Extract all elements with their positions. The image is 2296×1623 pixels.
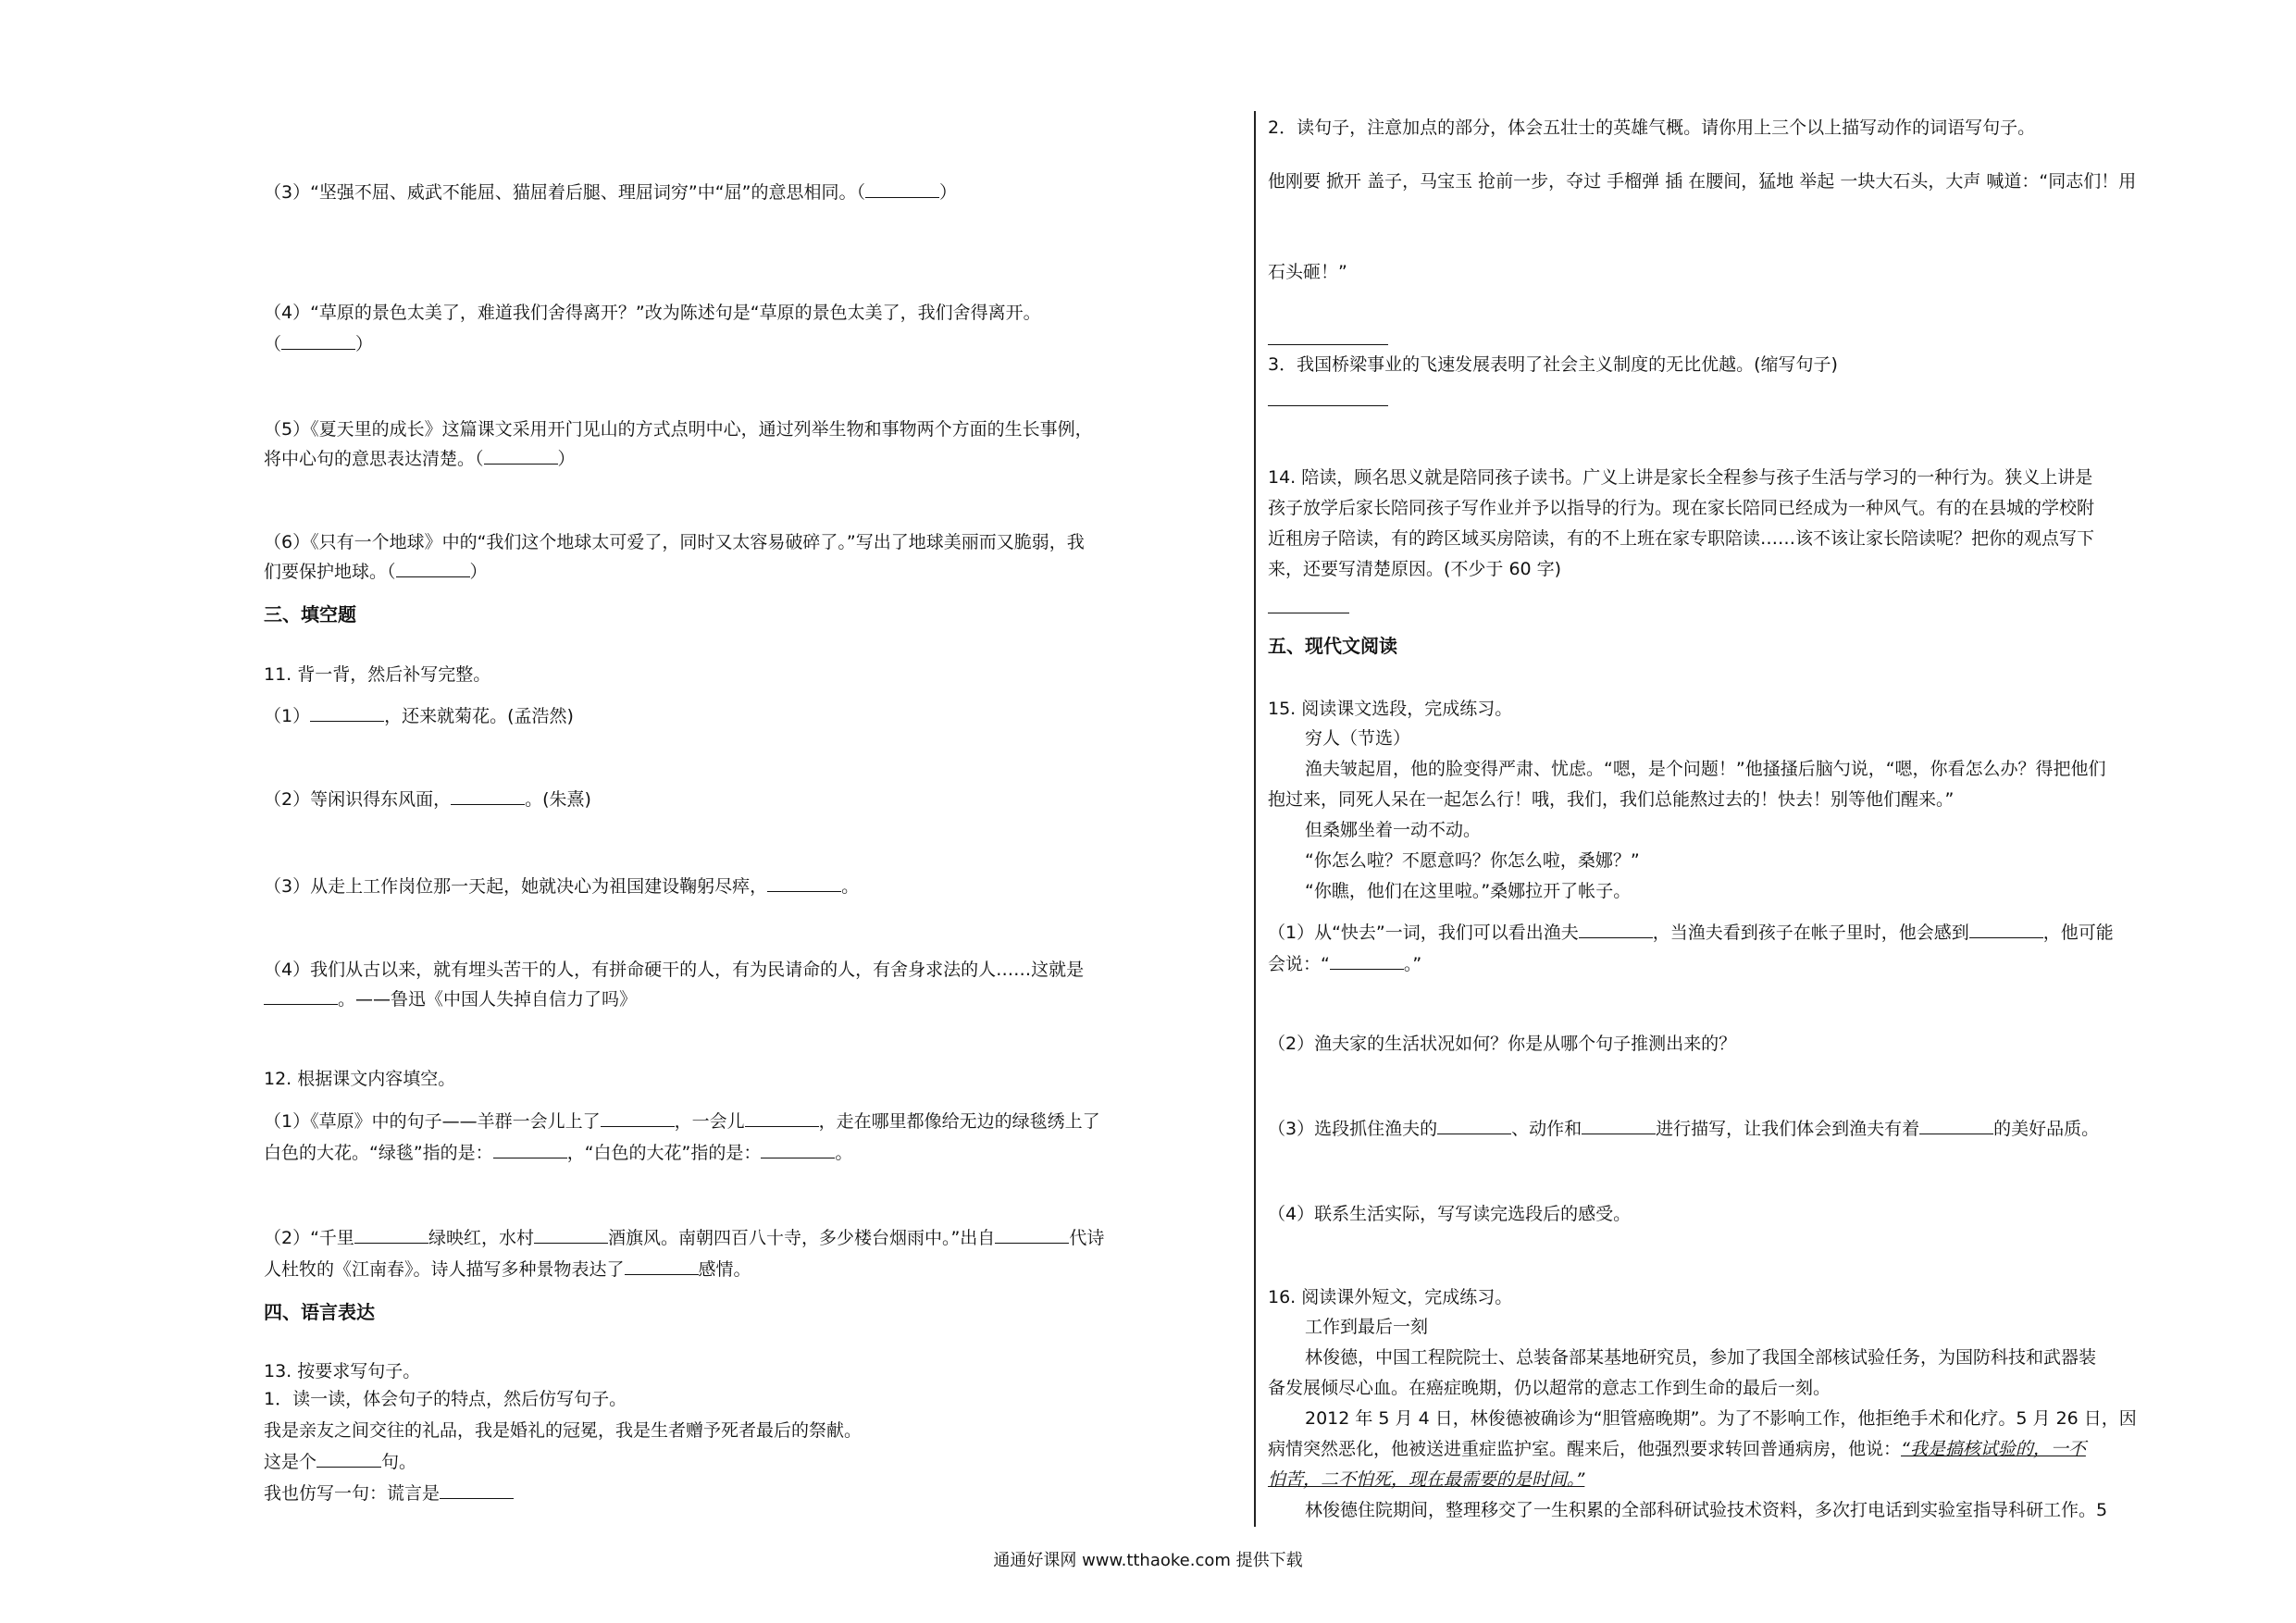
- question-14-line-4: 来，还要写清楚原因。(不少于 60 字): [1268, 559, 1562, 579]
- answer-blank[interactable]: [316, 1448, 381, 1468]
- answer-blank[interactable]: [1579, 919, 1653, 938]
- question-13-1-type: 这是个 句。: [264, 1447, 416, 1478]
- question-14-line-2: 孩子放学后家长陪同孩子写作业并予以指导的行为。现在家长陪同已经成为一种风气。有的在县城的学校附: [1268, 498, 2095, 518]
- question-10-6: （6）《只有一个地球》中的“我们这个地球太可爱了，同时又太容易破碎了。”写出了地球美丽而又脆弱，我: [264, 532, 1085, 552]
- question-10-5-answer: 将中心句的意思表达清楚。（ ）: [264, 444, 576, 475]
- article-paragraph-cont: 备发展倾尽心血。在癌症晚期，仍以超常的意志工作到生命的最后一刻。: [1268, 1378, 1831, 1398]
- answer-blank[interactable]: [1437, 1115, 1511, 1134]
- question-10-4: （4）“草原的景色太美了，难道我们舍得离开？”改为陈述句是“草原的景色太美了，我们舍得离开。: [264, 303, 1041, 323]
- article-paragraph-cont: [1268, 1465, 1584, 1495]
- question-15-4: （4）联系生活实际，写写读完选段后的感受。: [1268, 1204, 1632, 1224]
- passage-paragraph: “你怎么啦？不愿意吗？你怎么啦，桑娜？”: [1305, 850, 1640, 871]
- question-15: 15. 阅读课文选段，完成练习。: [1268, 699, 1513, 719]
- question-12-2: （2）“千里 绿映红，水村 酒旗风。南朝四百八十寺，多少楼台烟雨中。”出自 代诗: [264, 1223, 1104, 1254]
- answer-blank[interactable]: [625, 1256, 699, 1275]
- answer-blank[interactable]: [264, 985, 338, 1005]
- column-divider: [1254, 111, 1256, 1527]
- passage-paragraph: 渔夫皱起眉，他的脸变得严肃、忧虑。“嗯，是个问题！”他搔搔后脑勺说，“嗯，你看怎么办？得把他们: [1305, 759, 2106, 779]
- answer-blank[interactable]: [493, 1139, 567, 1158]
- question-15-1-cont: 会说：“ 。”: [1268, 949, 1421, 980]
- answer-blank[interactable]: [354, 1224, 428, 1244]
- answer-blank[interactable]: [484, 445, 558, 465]
- question-10-5: （5）《夏天里的成长》这篇课文采用开门见山的方式点明中心，通过列举生物和事物两个方面的生长事例，: [264, 419, 1093, 440]
- question-12-1: （1）《草原》中的句子——羊群一会儿上了 ，一会儿 ，走在哪里都像给无边的绿毯绣上了: [264, 1107, 1100, 1137]
- answer-blank[interactable]: [1582, 1115, 1656, 1134]
- question-11: 11. 背一背，然后补写完整。: [264, 664, 491, 685]
- article-paragraph-cont: 病情突然恶化，他被送进重症监护室。醒来后，他强烈要求转回普通病房，他说：“我是搞核试验的，一不: [1268, 1439, 2086, 1459]
- question-10-4-answer: （ ）: [264, 329, 373, 360]
- question-12: 12. 根据课文内容填空。: [264, 1069, 456, 1089]
- answer-blank[interactable]: [281, 330, 355, 350]
- question-13: 13. 按要求写句子。: [264, 1361, 421, 1381]
- answer-blank[interactable]: [1330, 950, 1404, 970]
- article-title: 工作到最后一刻: [1305, 1317, 1429, 1337]
- answer-blank[interactable]: [761, 1139, 835, 1158]
- answer-blank[interactable]: [995, 1224, 1069, 1244]
- question-10-6-answer: 们要保护地球。（ ）: [264, 557, 488, 588]
- question-11-4: （4）我们从古以来，就有埋头苦干的人，有拼命硬干的人，有为民请命的人，有舍身求法的人……这就是: [264, 960, 1085, 980]
- question-10-3: （3）“坚强不屈、威武不能屈、猫屈着后腿、理屈词穷”中“屈”的意思相同。（ ）: [264, 178, 957, 208]
- passage-title: 穷人（节选）: [1305, 728, 1411, 749]
- answer-line[interactable]: [1268, 405, 1388, 406]
- answer-blank[interactable]: [767, 873, 841, 892]
- question-11-2: （2）等闲识得东风面， 。(朱熹): [264, 785, 591, 815]
- passage-paragraph: “你瞧，他们在这里啦。”桑娜拉开了帐子。: [1305, 881, 1632, 901]
- question-13-2-sentence-cont: 石头砸！”: [1268, 262, 1347, 282]
- answer-blank[interactable]: [440, 1480, 514, 1499]
- section-3-heading: 三、填空题: [264, 603, 356, 626]
- section-4-heading: 四、语言表达: [264, 1301, 375, 1323]
- question-13-3: 3．我国桥梁事业的飞速发展表明了社会主义制度的无比优越。(缩写句子): [1268, 354, 1838, 375]
- question-12-1-cont: 白色的大花。“绿毯”指的是： ，“白色的大花”指的是： 。: [264, 1138, 852, 1169]
- article-paragraph: 林俊德住院期间，整理移交了一生积累的全部科研试验技术资料，多次打电话到实验室指导科研工作。5: [1305, 1500, 2108, 1520]
- answer-blank[interactable]: [865, 179, 939, 198]
- underlined-quote: “我是搞核试验的，一不: [1901, 1439, 2086, 1459]
- section-5-heading: 五、现代文阅读: [1268, 635, 1397, 657]
- question-13-1-imitate: 我也仿写一句：谎言是: [264, 1479, 514, 1509]
- question-14-line-3: 近租房子陪读，有的跨区域买房陪读，有的不上班在家专职陪读……该不该让家长陪读呢？把你的观点写下: [1268, 528, 2095, 549]
- answer-blank[interactable]: [534, 1224, 608, 1244]
- answer-blank[interactable]: [310, 702, 384, 722]
- question-12-2-cont: 人杜牧的《江南春》。诗人描写多种景物表达了 感情。: [264, 1255, 751, 1285]
- question-16: 16. 阅读课外短文，完成练习。: [1268, 1287, 1513, 1307]
- answer-blank[interactable]: [745, 1108, 819, 1127]
- answer-blank[interactable]: [396, 558, 470, 577]
- question-14-line-1: 14. 陪读，顾名思义就是陪同孩子读书。广义上讲是家长全程参与孩子生活与学习的一种行为。狭义上讲是: [1268, 467, 2093, 488]
- question-11-1: （1） ，还来就菊花。(孟浩然): [264, 701, 574, 732]
- question-13-2: 2．读句子，注意加点的部分，体会五壮士的英雄气概。请你用上三个以上描写动作的词语写句子。: [1268, 118, 2036, 138]
- answer-line[interactable]: [1268, 344, 1388, 345]
- answer-blank[interactable]: [1919, 1115, 1993, 1134]
- answer-blank[interactable]: [601, 1108, 675, 1127]
- question-15-1: （1）从“快去”一词，我们可以看出渔夫 ，当渔夫看到孩子在帐子里时，他会感到 ，他可能: [1268, 918, 2114, 948]
- page-footer: 通通好课网 www.tthaoke.com 提供下载: [993, 1551, 1303, 1570]
- underlined-quote: 怕苦，二不怕死，现在最需要的是时间。”: [1268, 1469, 1585, 1490]
- article-paragraph: 林俊德，中国工程院院士、总装备部某基地研究员，参加了我国全部核试验任务，为国防科技和武器装: [1305, 1347, 2097, 1368]
- passage-paragraph-cont: 抱过来，同死人呆在一起怎么行！哦，我们，我们总能熬过去的！快去！别等他们醒来。”: [1268, 789, 1955, 810]
- question-11-4-answer: 。——鲁迅《中国人失掉自信力了吗》: [264, 985, 637, 1015]
- question-13-2-sentence: 他刚要 掀开 盖子，马宝玉 抢前一步，夺过 手榴弹 插 在腰间，猛地 举起 一块大石头，大声 喊道：“同志们！用: [1268, 171, 2137, 192]
- answer-blank[interactable]: [1969, 919, 2043, 938]
- question-13-1-sentence: 我是亲友之间交往的礼品，我是婚礼的冠冕，我是生者赠予死者最后的祭献。: [264, 1420, 863, 1441]
- question-13-1: 1．读一读，体会句子的特点，然后仿写句子。: [264, 1389, 627, 1409]
- passage-paragraph: 但桑娜坐着一动不动。: [1305, 820, 1482, 840]
- question-15-2: （2）渔夫家的生活状况如何？你是从哪个句子推测出来的？: [1268, 1034, 1737, 1054]
- question-15-3: （3）选段抓住渔夫的 、动作和 进行描写，让我们体会到渔夫有着 的美好品质。: [1268, 1114, 2099, 1145]
- question-11-3: （3）从走上工作岗位那一天起，她就决心为祖国建设鞠躬尽瘁， 。: [264, 872, 859, 902]
- answer-blank[interactable]: [451, 786, 525, 805]
- article-paragraph: 2012 年 5 月 4 日，林俊德被确诊为“胆管癌晚期”。为了不影响工作，他拒绝手术和化疗。5 月 26 日，因: [1305, 1408, 2137, 1429]
